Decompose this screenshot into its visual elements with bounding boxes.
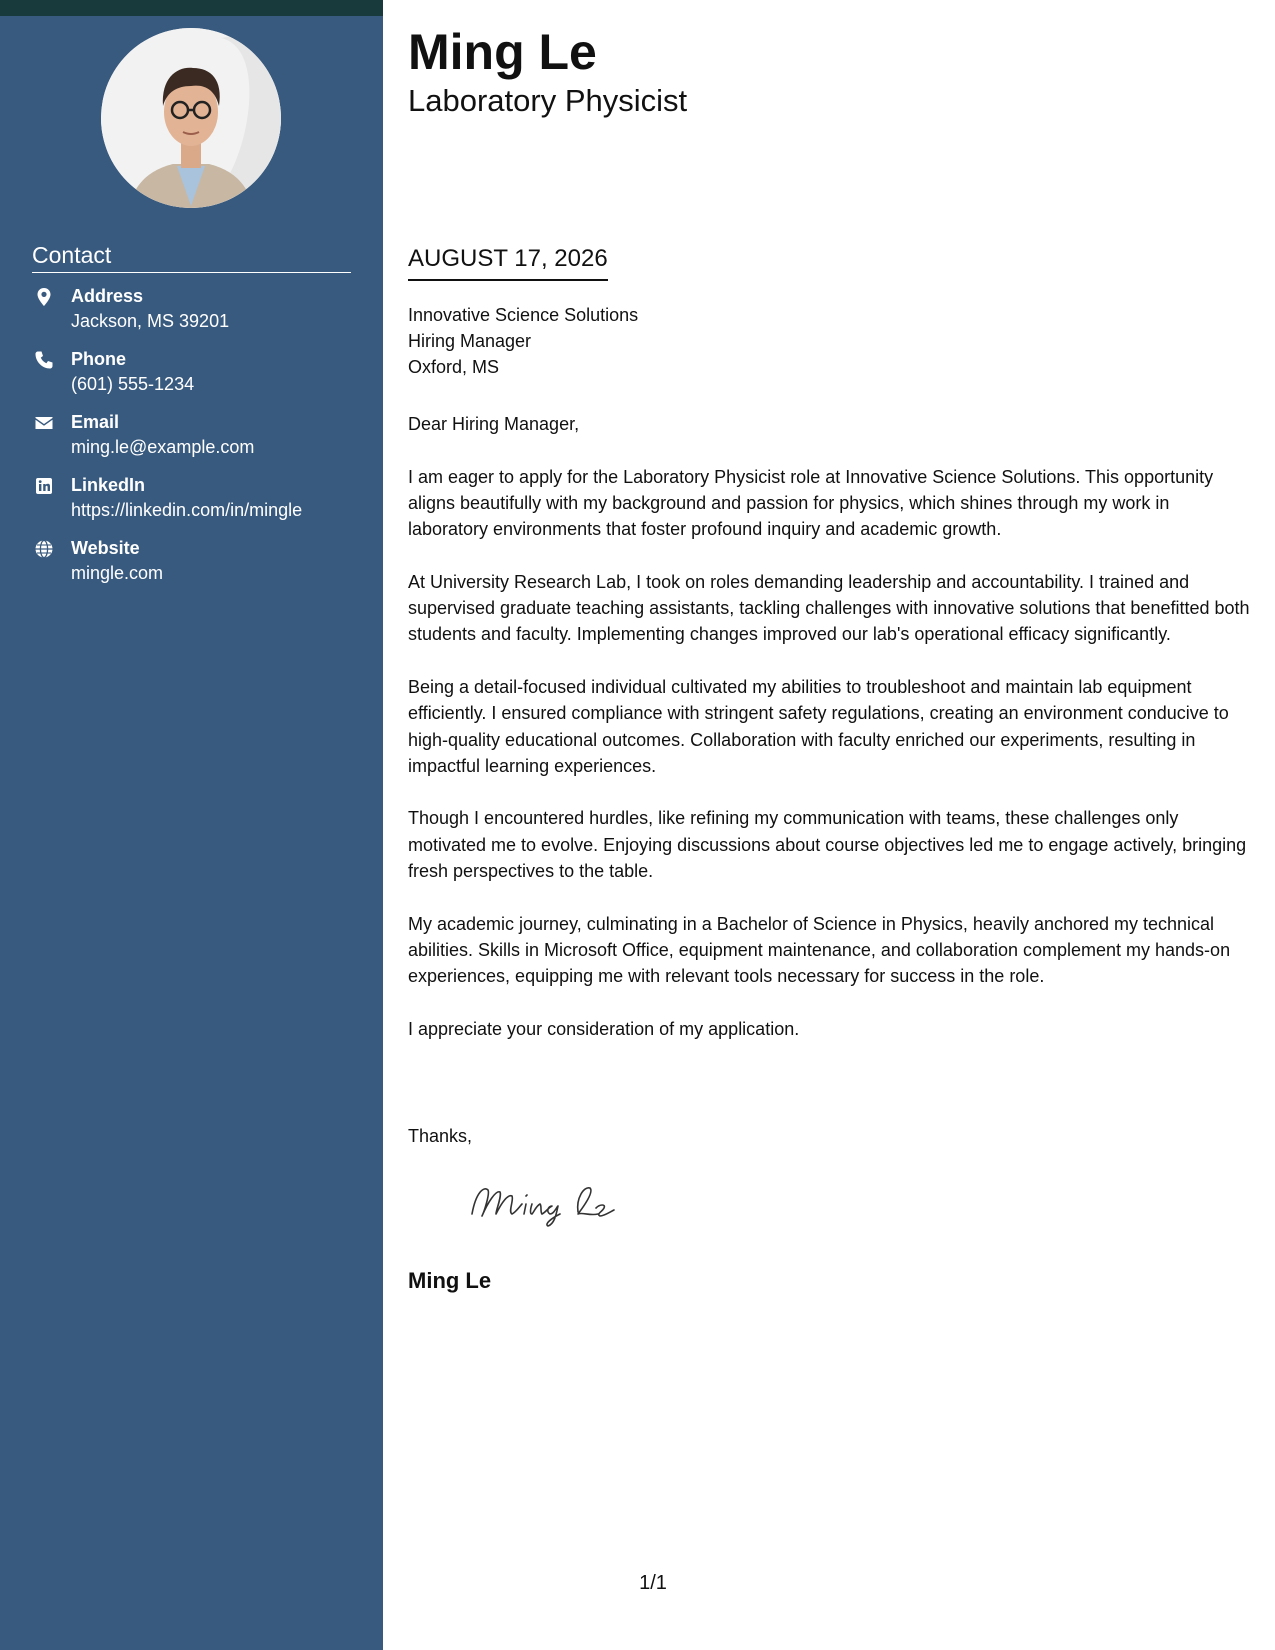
contact-label: Address	[71, 286, 144, 306]
salutation: Dear Hiring Manager,	[408, 414, 580, 434]
signature-image	[466, 1172, 626, 1230]
recipient-location: Oxford, MS	[408, 357, 500, 377]
address-value: Jackson, MS 39201	[71, 311, 230, 331]
phone-icon	[34, 350, 54, 370]
contact-label: LinkedIn	[71, 475, 146, 495]
contact-list	[32, 284, 372, 599]
letter-date: AUGUST 17, 2026	[408, 244, 608, 281]
contact-linkedin	[32, 473, 372, 536]
contact-phone	[32, 347, 372, 410]
contact-heading: Contact	[32, 241, 351, 273]
job-title: Laboratory Physicist	[408, 83, 688, 118]
linkedin-value[interactable]: https://linkedin.com/in/mingle	[71, 500, 303, 520]
globe-icon	[34, 539, 54, 559]
contact-label: Phone	[71, 349, 127, 369]
contact-label: Website	[71, 538, 140, 558]
sidebar	[0, 0, 383, 1650]
profile-photo	[101, 28, 281, 208]
linkedin-icon	[34, 476, 54, 496]
body-paragraph: I appreciate your consideration of my application.	[408, 1018, 800, 1039]
closing: Thanks,	[408, 1126, 473, 1146]
body-paragraph: Though I encountered hurdles, like refining my communication with teams, these challenges only motivated me to evolve. Enjoying discussions about course objectives led me to engage actively, bringing fresh perspectives to the table.	[408, 808, 1247, 882]
map-pin-icon	[34, 287, 54, 307]
body-paragraph: I am eager to apply for the Laboratory Physicist role at Innovative Science Solutions. This opportunity aligns beautifully with my background and passion for physics, which shines through my work in laboratory environments that foster profound inquiry and academic growth.	[408, 466, 1214, 540]
body-paragraph: Being a detail-focused individual cultivated my abilities to troubleshoot and maintain lab equipment efficiently. I ensured compliance with stringent safety regulations, creating an environment conducive to high-quality educational outcomes. Collaboration with faculty enriched our experiments, resulting in impactful learning experiences.	[408, 676, 1229, 776]
contact-label: Email	[71, 412, 120, 432]
letter-body	[408, 411, 1253, 1068]
contact-website	[32, 536, 372, 599]
signer-name: Ming Le	[408, 1268, 492, 1293]
contact-email	[32, 410, 372, 473]
page-number: 1/1	[639, 1572, 667, 1594]
recipient-company: Innovative Science Solutions	[408, 305, 639, 325]
recipient-role: Hiring Manager	[408, 331, 532, 351]
sidebar-top-bar	[0, 0, 383, 16]
contact-address	[32, 284, 372, 347]
email-value[interactable]: ming.le@example.com	[71, 437, 255, 457]
recipient-block	[408, 302, 638, 380]
applicant-name: Ming Le	[408, 24, 597, 80]
body-paragraph: At University Research Lab, I took on roles demanding leadership and accountability. I trained and supervised graduate teaching assistants, tackling challenges with innovative solutions that benefitted both students and faculty. Implementing changes improved our lab's operational efficacy significantly.	[408, 571, 1250, 645]
website-value[interactable]: mingle.com	[71, 563, 164, 583]
body-paragraph: My academic journey, culminating in a Bachelor of Science in Physics, heavily anchored my technical abilities. Skills in Microsoft Office, equipment maintenance, and collaboration complement my hands-on experiences, equipping me with relevant tools necessary for success in the role.	[408, 913, 1231, 987]
phone-value: (601) 555-1234	[71, 374, 195, 394]
envelope-icon	[34, 413, 54, 433]
